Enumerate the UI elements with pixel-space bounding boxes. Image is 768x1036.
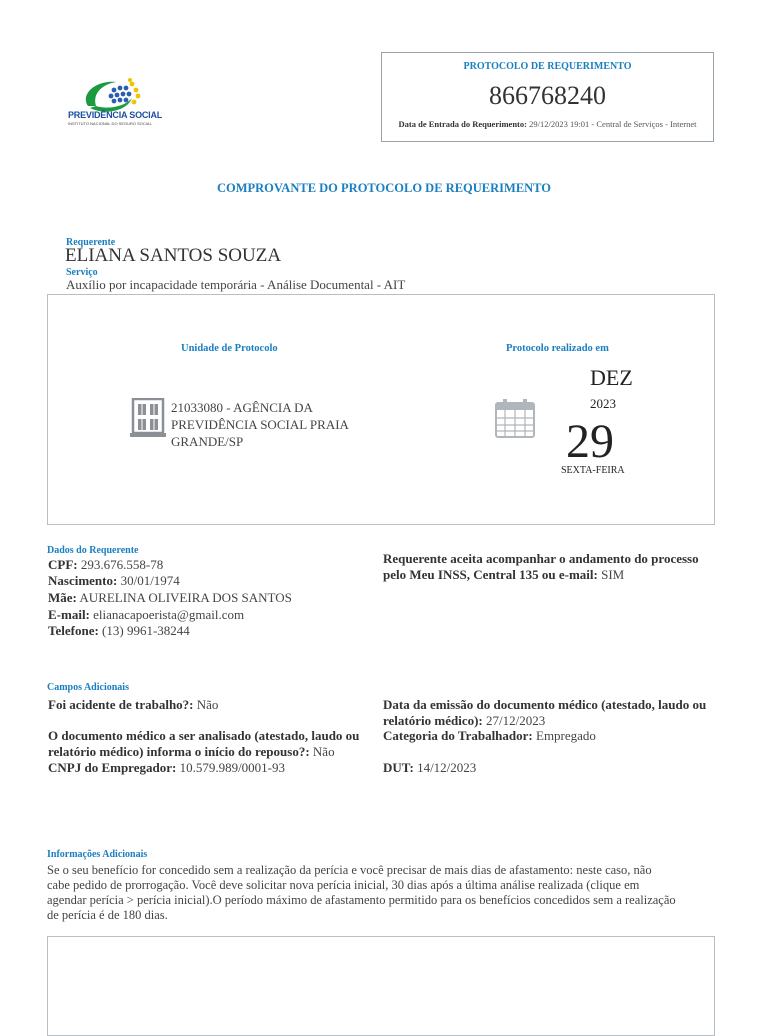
- work-accident-value: Não: [196, 697, 219, 712]
- emission-label: Data da emissão do documento médico (atestado, laudo ou relatório médico):: [383, 697, 707, 728]
- unit-name: 21033080 - AGÊNCIA DA PREVIDÊNCIA SOCIAL PRAIA GRANDE/SP: [171, 400, 349, 449]
- cpf-row: [48, 557, 163, 573]
- doc-informs-label: O documento médico a ser analisado (atestado, laudo ou relatório médico) informa o início do repouso?:: [48, 728, 360, 759]
- protocol-entry-date: [392, 118, 703, 130]
- logo-subtitle: INSTITUTO NACIONAL DO SEGURO SOCIAL: [68, 121, 152, 126]
- category-row: [383, 728, 723, 744]
- dut-row: [383, 760, 723, 776]
- consent-value: SIM: [601, 567, 625, 582]
- cnpj-row: [48, 760, 378, 776]
- phone-label: Telefone:: [48, 623, 99, 638]
- email-row: [48, 607, 244, 623]
- service-value: Auxílio por incapacidade temporária - Análise Documental - AIT: [66, 277, 406, 292]
- work-accident-row: [48, 697, 378, 713]
- cnpj-label: CNPJ do Empregador:: [48, 760, 177, 775]
- requester-name: ELIANA SANTOS SOUZA: [65, 245, 282, 266]
- protocol-year: 2023: [590, 396, 616, 411]
- calendar-icon: [495, 398, 535, 438]
- page-title: COMPROVANTE DO PROTOCOLO DE REQUERIMENTO: [216, 181, 552, 195]
- phone-row: [48, 623, 190, 639]
- entry-date-label: Data de Entrada do Requerimento:: [398, 119, 527, 129]
- unit-heading: Unidade de Protocolo: [181, 343, 278, 354]
- mother-row: [48, 590, 292, 606]
- consent-label: Requerente aceita acompanhar o andamento do processo pelo Meu INSS, Central 135 ou e-mail:: [383, 551, 699, 582]
- dut-label: DUT:: [383, 760, 414, 775]
- protocol-number: 866768240: [489, 81, 606, 110]
- building-icon: [130, 398, 166, 438]
- birth-label: Nascimento:: [48, 573, 118, 588]
- email-value: elianacapoerista@gmail.com: [93, 607, 245, 622]
- mother-label: Mãe:: [48, 590, 77, 605]
- emission-value: 27/12/2023: [486, 713, 546, 728]
- logo-title: PREVIDÊNCIA SOCIAL: [68, 110, 163, 120]
- protocol-date-heading: Protocolo realizado em: [506, 343, 609, 354]
- protocol-weekday: SEXTA-FEIRA: [561, 465, 625, 476]
- cpf-label: CPF:: [48, 557, 78, 572]
- entry-date-value: 29/12/2023 19:01 - Central de Serviços - Internet: [529, 119, 697, 129]
- category-value: Empregado: [536, 728, 596, 743]
- birth-value: 30/01/1974: [120, 573, 180, 588]
- work-accident-label: Foi acidente de trabalho?:: [48, 697, 194, 712]
- consent-row: [383, 551, 723, 583]
- protocol-box: [381, 52, 714, 142]
- birth-row: [48, 573, 180, 589]
- cnpj-value: 10.579.989/0001-93: [179, 760, 286, 775]
- email-label: E-mail:: [48, 607, 90, 622]
- protocol-title: PROTOCOLO DE REQUERIMENTO: [463, 61, 632, 72]
- info-label: Informações Adicionais: [47, 849, 148, 860]
- category-label: Categoria do Trabalhador:: [383, 728, 533, 743]
- protocol-day: 29: [566, 415, 614, 468]
- info-text: Se o seu benefício for concedido sem a realização da perícia e você precisar de mais dias de afastamento: neste caso, não cabe pedido de prorrogação. Você deve solicitar nova perícia inicial, 30 dias após a última análise realizada (clique em agendar perícia > perícia inicial).O período máximo de afastamento permitido para os benefícios concedidos sem a realização de perícia é de 180 dias.: [47, 863, 676, 922]
- phone-value: (13) 9961-38244: [102, 623, 190, 638]
- bottom-box: [47, 936, 715, 1036]
- protocol-month: DEZ: [590, 365, 633, 390]
- doc-informs-value: Não: [312, 744, 335, 759]
- dut-value: 14/12/2023: [417, 760, 477, 775]
- cpf-value: 293.676.558-78: [80, 557, 164, 572]
- additional-fields-label: Campos Adicionais: [47, 682, 129, 693]
- service-label: Serviço: [66, 267, 98, 278]
- requester-label: Requerente: [66, 237, 116, 248]
- doc-informs-row: [48, 728, 380, 760]
- requester-data-label: Dados do Requerente: [47, 545, 139, 556]
- emission-row: [383, 697, 723, 729]
- mother-value: AURELINA OLIVEIRA DOS SANTOS: [79, 590, 292, 605]
